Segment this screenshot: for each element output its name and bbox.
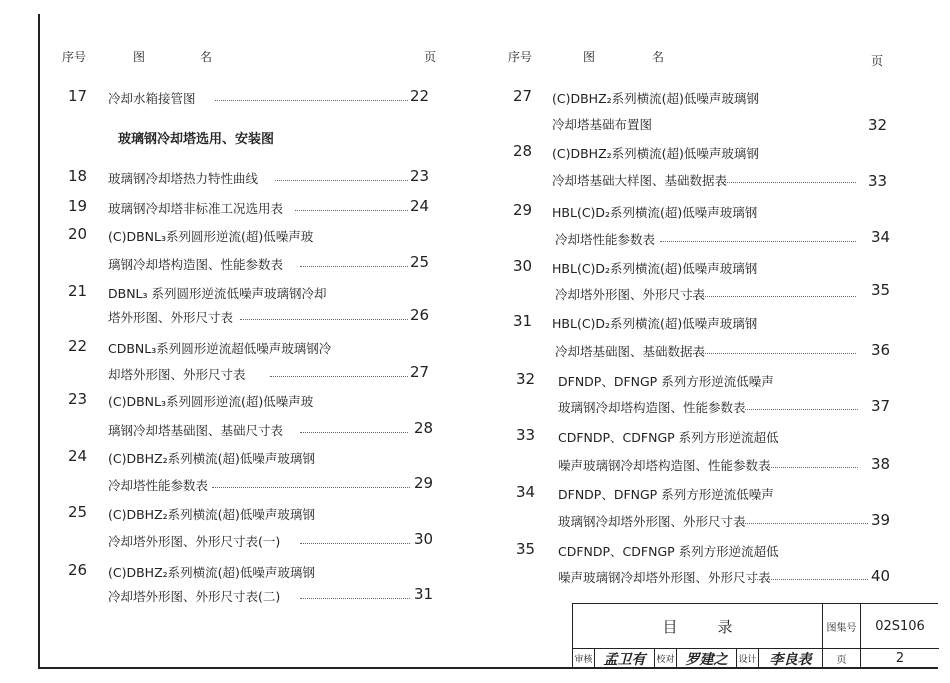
entry-page: 26 [410,306,430,324]
entry-title-continued: 冷却塔性能参数表 [108,478,209,493]
entry-title: (C)DBHZ₂系列横流(超)低噪声玻璃钢 [108,565,315,580]
leader-dots [240,319,408,320]
entry-page: 25 [410,253,430,271]
entry-title: DBNL₃ 系列圆形逆流低噪声玻璃钢冷却 [108,286,327,301]
entry-page: 38 [871,455,891,473]
drawing-title [573,604,823,649]
entry-number: 17 [68,87,88,105]
atlas-no-label: 图集号 [823,604,861,649]
entry-number: 20 [68,225,88,243]
section-title: 玻璃钢冷却塔选用、安装图 [118,132,275,147]
entry-title-continued: 冷却塔基础大样图、基础数据表 [552,173,728,188]
check-label: 校对 [655,649,677,668]
entry-title-continued: 璃钢冷却塔基础图、基础尺寸表 [108,423,284,438]
entry-number: 25 [68,503,88,521]
leader-dots [690,296,856,297]
header-name-left-2: 名 [200,50,213,64]
leader-dots [295,210,408,211]
entry-title: CDFNDP、CDFNGP 系列方形逆流超低 [558,430,779,445]
entry-number: 27 [513,87,533,105]
entry-title-continued: 塔外形图、外形尺寸表 [108,310,234,325]
entry-page: 35 [871,281,891,299]
leader-dots [690,353,856,354]
leader-dots [718,182,856,183]
entry-title-continued: 噪声玻璃钢冷却塔构造图、性能参数表 [558,458,771,473]
entry-number: 22 [68,337,88,355]
header-no-left: 序号 [62,50,87,64]
title-block [572,603,938,667]
entry-number: 28 [513,142,533,160]
leader-dots [745,409,858,410]
checker-signature: 罗建之 [677,649,737,668]
atlas-no: 02S106 [861,604,939,649]
page-label: 页 [823,649,861,668]
entry-page: 33 [868,172,888,190]
entry-number: 26 [68,561,88,579]
entry-number: 21 [68,282,88,300]
entry-title-continued: 冷却塔基础布置图 [552,117,653,132]
entry-title-continued: 却塔外形图、外形尺寸表 [108,367,246,382]
entry-page: 28 [414,419,434,437]
entry-title-continued: 冷却塔外形图、外形尺寸表(一) [108,534,281,549]
entry-title: HBL(C)D₂系列横流(超)低噪声玻璃钢 [552,261,758,276]
entry-title-continued: 冷却塔基础图、基础数据表 [555,344,706,359]
entry-title: DFNDP、DFNGP 系列方形逆流低噪声 [558,374,774,389]
entry-number: 24 [68,447,88,465]
entry-page: 32 [868,116,888,134]
entry-title: (C)DBHZ₂系列横流(超)低噪声玻璃钢 [552,91,759,106]
entry-page: 36 [871,341,891,359]
entry-page: 30 [414,530,434,548]
review-label: 审核 [573,649,595,668]
entry-page: 27 [410,363,430,381]
drawing-title-char-2: 录 [717,617,733,636]
entry-page: 29 [414,474,434,492]
leader-dots [765,467,858,468]
header-name-right-1: 图 [583,50,596,64]
leader-dots [300,543,410,544]
leader-dots [275,180,408,181]
entry-number: 35 [516,540,536,558]
entry-title: 玻璃钢冷却塔非标准工况选用表 [108,201,284,216]
entry-title: DFNDP、DFNGP 系列方形逆流低噪声 [558,487,774,502]
entry-page: 37 [871,397,891,415]
header-name-right-2: 名 [652,50,665,64]
leader-dots [735,523,868,524]
leader-dots [748,579,868,580]
entry-number: 19 [68,197,88,215]
header-no-right: 序号 [508,50,533,64]
entry-page: 22 [410,87,430,105]
entry-title-continued: 冷却塔外形图、外形尺寸表 [555,287,706,302]
entry-page: 23 [410,167,430,185]
entry-title-continued: 璃钢冷却塔构造图、性能参数表 [108,257,284,272]
entry-title-continued: 冷却塔性能参数表 [555,232,656,247]
entry-page: 31 [414,585,434,603]
entry-title-continued: 玻璃钢冷却塔构造图、性能参数表 [558,400,746,415]
entry-number: 23 [68,390,88,408]
entry-number: 29 [513,201,533,219]
entry-number: 30 [513,257,533,275]
entry-title: (C)DBNL₃系列圆形逆流(超)低噪声玻 [108,229,314,244]
entry-page: 40 [871,567,891,585]
leader-dots [270,376,408,377]
entry-title: (C)DBHZ₂系列横流(超)低噪声玻璃钢 [108,451,315,466]
entry-page: 39 [871,511,891,529]
leader-dots [300,432,408,433]
reviewer-signature: 孟卫有 [595,649,655,668]
header-name-left-1: 图 [133,50,146,64]
leader-dots [212,487,410,488]
entry-title: HBL(C)D₂系列横流(超)低噪声玻璃钢 [552,205,758,220]
entry-title: (C)DBNL₃系列圆形逆流(超)低噪声玻 [108,394,314,409]
entry-number: 32 [516,370,536,388]
entry-number: 31 [513,312,533,330]
entry-number: 33 [516,426,536,444]
entry-page: 34 [871,228,891,246]
entry-title-continued: 冷却塔外形图、外形尺寸表(二) [108,589,281,604]
entry-page: 24 [410,197,430,215]
header-page-left: 页 [424,50,437,64]
leader-dots [300,266,408,267]
entry-title: 冷却水箱接管图 [108,91,196,106]
leader-dots [300,598,410,599]
entry-number: 18 [68,167,88,185]
entry-title: (C)DBHZ₂系列横流(超)低噪声玻璃钢 [108,507,315,522]
drawing-title-char-1: 目 [662,617,678,636]
entry-title: HBL(C)D₂系列横流(超)低噪声玻璃钢 [552,316,758,331]
entry-title: CDFNDP、CDFNGP 系列方形逆流超低 [558,544,779,559]
entry-title-continued: 玻璃钢冷却塔外形图、外形尺寸表 [558,514,746,529]
entry-title: (C)DBHZ₂系列横流(超)低噪声玻璃钢 [552,146,759,161]
designer-signature: 李良表 [759,649,823,668]
design-label: 设计 [737,649,759,668]
entry-title: 玻璃钢冷却塔热力特性曲线 [108,171,259,186]
leader-dots [660,241,856,242]
entry-title: CDBNL₃系列圆形逆流超低噪声玻璃钢冷 [108,341,332,356]
entry-title-continued: 噪声玻璃钢冷却塔外形图、外形尺寸表 [558,570,771,585]
page-number: 2 [895,651,905,666]
header-page-right: 页 [871,54,884,68]
leader-dots [215,100,408,101]
entry-number: 34 [516,483,536,501]
